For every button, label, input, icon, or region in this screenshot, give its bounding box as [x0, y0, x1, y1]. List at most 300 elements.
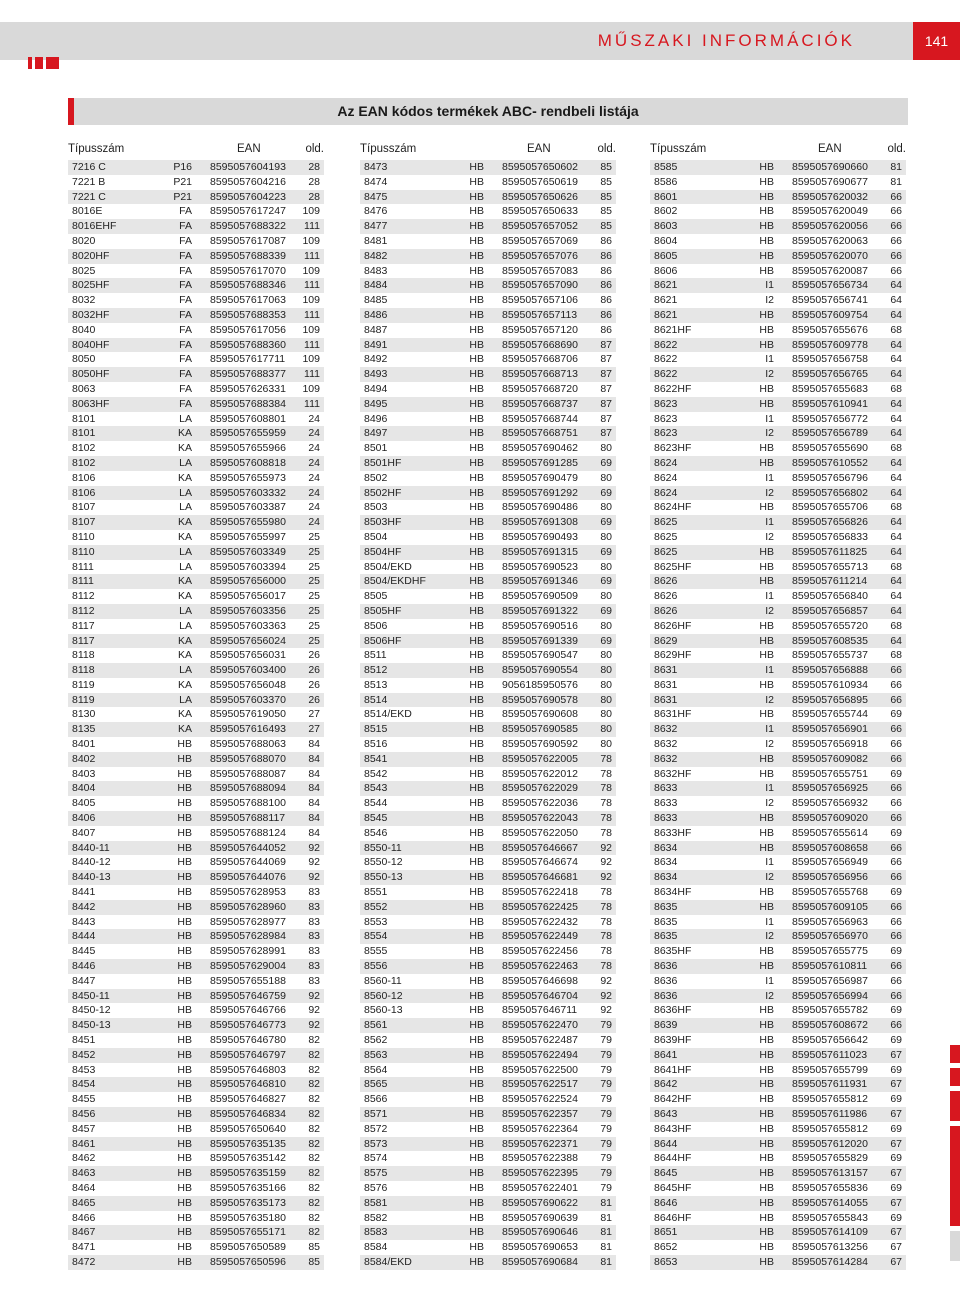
- ean-cell: 8595057646698: [502, 974, 578, 987]
- series-cell: HB: [469, 560, 484, 573]
- table-row: [360, 855, 616, 870]
- series-cell: HB: [177, 1093, 192, 1106]
- table-row: [68, 915, 324, 930]
- type-cell: 8560-11: [364, 974, 402, 987]
- page-cell: 64: [890, 427, 902, 440]
- series-cell: HB: [759, 960, 774, 973]
- table-row: [650, 530, 906, 545]
- page-cell: 25: [308, 575, 320, 588]
- series-cell: HB: [177, 900, 192, 913]
- ean-cell: 8595057609020: [792, 812, 868, 825]
- series-cell: HB: [469, 308, 484, 321]
- type-cell: 8631: [654, 693, 678, 706]
- series-cell: HB: [469, 1226, 484, 1239]
- type-cell: 8111: [72, 560, 94, 573]
- ean-cell: 8595057656741: [792, 294, 868, 307]
- type-cell: 8583: [364, 1226, 388, 1239]
- ean-cell: 8595057603394: [210, 560, 286, 573]
- ean-cell: 8595057690677: [792, 175, 868, 188]
- table-row: [650, 293, 906, 308]
- series-cell: HB: [469, 782, 484, 795]
- page-cell: 67: [890, 1226, 902, 1239]
- ean-cell: 8595057646797: [210, 1048, 286, 1061]
- type-cell: 8106: [72, 471, 96, 484]
- type-cell: 8111: [72, 575, 94, 588]
- page-cell: 69: [890, 1034, 902, 1047]
- type-cell: 7216 C: [72, 161, 106, 173]
- ean-cell: 8595057646773: [210, 1019, 286, 1032]
- series-cell: HB: [759, 886, 774, 899]
- series-cell: HB: [469, 604, 484, 617]
- series-cell: HB: [469, 708, 484, 721]
- page-cell: 79: [600, 1181, 612, 1194]
- table-row: [360, 974, 616, 989]
- ean-cell: 8595057620049: [792, 205, 868, 218]
- type-cell: 8639HF: [654, 1034, 692, 1047]
- table-row: [68, 456, 324, 471]
- series-cell: KA: [177, 530, 192, 543]
- table-row: [650, 560, 906, 575]
- ean-cell: 8595057668706: [502, 353, 578, 366]
- type-cell: 8119: [72, 678, 95, 691]
- series-cell: HB: [177, 841, 192, 854]
- series-cell: I2: [765, 604, 774, 617]
- table-row: [360, 530, 616, 545]
- table-row: [650, 885, 906, 900]
- series-cell: HB: [177, 1019, 192, 1032]
- type-cell: 8602: [654, 205, 678, 218]
- table-row: [360, 204, 616, 219]
- ean-cell: 8595057635166: [210, 1181, 286, 1194]
- type-cell: 8117: [72, 634, 95, 647]
- table-row: [68, 885, 324, 900]
- ean-cell: 8595057617070: [210, 264, 286, 277]
- type-cell: 8574: [364, 1152, 388, 1165]
- ean-cell: 8595057688070: [210, 752, 286, 765]
- table-row: [360, 1063, 616, 1078]
- page-cell: 69: [890, 767, 902, 780]
- ean-cell: 8595057656918: [792, 738, 868, 751]
- table-row: [68, 604, 324, 619]
- series-cell: HB: [469, 841, 484, 854]
- ean-cell: 8595057655744: [792, 708, 868, 721]
- type-cell: 8454: [72, 1078, 96, 1091]
- type-cell: 8462: [72, 1152, 96, 1165]
- series-cell: HB: [469, 1181, 484, 1194]
- series-cell: FA: [179, 264, 192, 277]
- table-row: [68, 752, 324, 767]
- type-cell: 8584/EKD: [364, 1255, 412, 1268]
- ean-cell: 8595057656895: [792, 693, 868, 706]
- series-cell: KA: [177, 723, 192, 736]
- table-row: [650, 959, 906, 974]
- series-cell: HB: [759, 1241, 774, 1254]
- type-cell: 8505HF: [364, 604, 402, 617]
- type-cell: 8405: [72, 797, 96, 810]
- ean-cell: 8595057657120: [502, 323, 578, 336]
- ean-cell: 8595057620056: [792, 220, 868, 233]
- page-cell: 87: [600, 382, 612, 395]
- ean-cell: 8595057611825: [792, 545, 868, 558]
- series-cell: HB: [469, 338, 484, 351]
- series-cell: I2: [765, 486, 774, 499]
- page-cell: 26: [308, 649, 320, 662]
- type-cell: 8493: [364, 368, 388, 381]
- table-row: [360, 841, 616, 856]
- series-cell: HB: [759, 338, 774, 351]
- page-cell: 69: [890, 1004, 902, 1017]
- ean-cell: 8595057646780: [210, 1034, 286, 1047]
- series-cell: HB: [759, 1122, 774, 1135]
- type-cell: 8636: [654, 974, 678, 987]
- table-row: [650, 1166, 906, 1181]
- ean-cell: 8595057690684: [502, 1255, 578, 1268]
- ean-cell: 8595057604193: [210, 161, 286, 173]
- ean-cell: 8595057655980: [210, 516, 286, 529]
- table-rows: [650, 160, 906, 1270]
- ean-cell: 8595057655843: [792, 1211, 868, 1224]
- series-cell: HB: [469, 826, 484, 839]
- ean-cell: 8595057646827: [210, 1093, 286, 1106]
- type-cell: 8646HF: [654, 1211, 692, 1224]
- page-cell: 86: [600, 294, 612, 307]
- table-row: [68, 249, 324, 264]
- ean-cell: 8595057688360: [210, 338, 286, 351]
- ean-cell: 8595057655614: [792, 826, 868, 839]
- ean-cell: 8595057608801: [210, 412, 286, 425]
- type-cell: 8551: [364, 886, 388, 899]
- table-row: [360, 1003, 616, 1018]
- page-cell: 84: [308, 738, 320, 751]
- page-cell: 87: [600, 338, 612, 351]
- page-cell: 80: [600, 708, 612, 721]
- ean-cell: 8595057622470: [502, 1019, 578, 1032]
- table-row: [68, 707, 324, 722]
- table-row: [360, 1255, 616, 1270]
- table-row: [360, 826, 616, 841]
- table-row: [68, 1107, 324, 1122]
- type-cell: 8457: [72, 1122, 96, 1135]
- table-row: [650, 264, 906, 279]
- ean-cell: 8595057656017: [210, 590, 286, 603]
- type-cell: 8506: [364, 619, 388, 632]
- type-cell: 8451: [72, 1034, 96, 1047]
- type-cell: 8606: [654, 264, 678, 277]
- page-cell: 64: [890, 308, 902, 321]
- ean-cell: 8595057626331: [210, 382, 286, 395]
- table-row: [360, 1122, 616, 1137]
- type-cell: 8450-11: [72, 989, 110, 1002]
- table-row: [360, 456, 616, 471]
- table-row: [68, 545, 324, 560]
- series-cell: HB: [759, 308, 774, 321]
- type-cell: 8550-12: [364, 856, 403, 869]
- type-cell: 8553: [364, 915, 388, 928]
- type-cell: 8050: [72, 353, 96, 366]
- table-row: [650, 678, 906, 693]
- type-cell: 8501: [364, 442, 388, 455]
- ean-cell: 8595057650633: [502, 205, 578, 218]
- series-cell: I2: [765, 427, 774, 440]
- series-cell: HB: [759, 1108, 774, 1120]
- page-cell: 64: [890, 530, 902, 543]
- type-cell: 8016E: [72, 205, 103, 218]
- ean-cell: 8595057646759: [210, 989, 286, 1002]
- type-cell: 8624: [654, 486, 678, 499]
- table-row: [360, 352, 616, 367]
- table-row: [68, 219, 324, 234]
- ean-cell: 8595057612020: [792, 1137, 868, 1150]
- ean-cell: 8595057650640: [210, 1122, 286, 1135]
- type-cell: 8450-12: [72, 1004, 111, 1017]
- page-cell: 69: [890, 1152, 902, 1165]
- table-row: [360, 219, 616, 234]
- ean-cell: 8595057656888: [792, 664, 868, 677]
- page-cell: 66: [890, 900, 902, 913]
- ean-cell: 8595057622449: [502, 930, 578, 943]
- table-row: [68, 870, 324, 885]
- ean-cell: 8595057646711: [502, 1004, 578, 1017]
- type-cell: 8644: [654, 1137, 678, 1150]
- ean-cell: 8595057603387: [210, 501, 286, 514]
- series-cell: FA: [179, 205, 192, 218]
- page-cell: 24: [308, 501, 320, 514]
- page-cell: 66: [890, 723, 902, 736]
- series-cell: HB: [469, 175, 484, 188]
- type-cell: 8634: [654, 841, 678, 854]
- table-row: [360, 767, 616, 782]
- table-row: [360, 915, 616, 930]
- ean-cell: 8595057691308: [502, 516, 578, 529]
- table-row: [68, 278, 324, 293]
- page-cell: 28: [308, 175, 320, 188]
- ean-cell: 8595057668737: [502, 397, 578, 410]
- type-cell: 8565: [364, 1078, 388, 1091]
- table-row: [68, 234, 324, 249]
- series-cell: HB: [469, 634, 484, 647]
- series-cell: HB: [469, 1167, 484, 1180]
- page-cell: 78: [600, 886, 612, 899]
- ean-cell: 8595057688322: [210, 220, 286, 233]
- series-cell: HB: [759, 841, 774, 854]
- series-cell: HB: [177, 1004, 192, 1017]
- ean-cell: 8595057690639: [502, 1211, 578, 1224]
- ean-cell: 8595057629004: [210, 960, 286, 973]
- page-cell: 82: [308, 1093, 320, 1106]
- page-cell: 83: [308, 900, 320, 913]
- ean-cell: 8595057690592: [502, 738, 578, 751]
- ean-cell: 8595057655676: [792, 323, 868, 336]
- table-row: [360, 574, 616, 589]
- table-row: [360, 1240, 616, 1255]
- page-cell: 24: [308, 486, 320, 499]
- ean-cell: 8595057688063: [210, 738, 286, 751]
- type-cell: 8020: [72, 234, 96, 247]
- table-row: [650, 175, 906, 190]
- ean-cell: 8595057617087: [210, 234, 286, 247]
- page-cell: 82: [308, 1034, 320, 1047]
- series-cell: FA: [179, 323, 192, 336]
- table-row: [68, 1211, 324, 1226]
- type-cell: 8502: [364, 471, 388, 484]
- series-cell: HB: [469, 693, 484, 706]
- series-cell: HB: [469, 856, 484, 869]
- series-cell: HB: [469, 264, 484, 277]
- series-cell: HB: [469, 486, 484, 499]
- series-cell: HB: [759, 501, 774, 514]
- page-cell: 87: [600, 353, 612, 366]
- table-row: [650, 1211, 906, 1226]
- series-cell: HB: [469, 530, 484, 543]
- type-cell: 8503HF: [364, 516, 402, 529]
- ean-cell: 8595057691339: [502, 634, 578, 647]
- ean-cell: 8595057655713: [792, 560, 868, 573]
- ean-cell: 8595057656789: [792, 427, 868, 440]
- table-row: [650, 841, 906, 856]
- type-cell: 8632: [654, 738, 678, 751]
- page-cell: 69: [890, 1093, 902, 1106]
- type-cell: 8560-12: [364, 989, 403, 1002]
- series-cell: HB: [469, 1004, 484, 1017]
- table-title-bar: [68, 98, 908, 125]
- type-cell: 8626: [654, 575, 678, 588]
- table-row: [360, 500, 616, 515]
- type-cell: 8514/EKD: [364, 708, 412, 721]
- series-cell: HB: [759, 1004, 774, 1017]
- type-cell: 8632HF: [654, 767, 692, 780]
- page-cell: 92: [308, 841, 320, 854]
- series-cell: HB: [759, 442, 774, 455]
- ean-cell: 8595057622487: [502, 1034, 578, 1047]
- ean-cell: 8595057668713: [502, 368, 578, 381]
- page-cell: 81: [600, 1241, 612, 1254]
- page-cell: 83: [308, 915, 320, 928]
- series-cell: HB: [469, 205, 484, 218]
- table-row: [650, 338, 906, 353]
- ean-cell: 8595057646803: [210, 1063, 286, 1076]
- series-cell: HB: [469, 353, 484, 366]
- page-cell: 28: [308, 161, 320, 173]
- table-row: [650, 397, 906, 412]
- ean-cell: 8595057604216: [210, 175, 286, 188]
- table-row: [650, 545, 906, 560]
- ean-cell: 8595057688339: [210, 249, 286, 262]
- type-cell: 8624HF: [654, 501, 692, 514]
- series-cell: HB: [177, 782, 192, 795]
- type-cell: 8631: [654, 664, 678, 677]
- type-cell: 8504/EKD: [364, 560, 412, 573]
- page-cell: 64: [890, 412, 902, 425]
- ean-cell: 8595057688124: [210, 826, 286, 839]
- ean-cell: 8595057646681: [502, 871, 578, 884]
- ean-cell: 8595057688384: [210, 397, 286, 410]
- table-row: [650, 515, 906, 530]
- table-row: [68, 619, 324, 634]
- table-row: [650, 826, 906, 841]
- page-cell: 78: [600, 960, 612, 973]
- header-page: old.: [305, 143, 324, 155]
- series-cell: HB: [469, 323, 484, 336]
- type-cell: 8622: [654, 338, 678, 351]
- ean-cell: 8595057622432: [502, 915, 578, 928]
- table-row: [360, 1196, 616, 1211]
- header-type: Típusszám: [360, 143, 417, 155]
- table-row: [650, 1003, 906, 1018]
- series-cell: LA: [179, 456, 192, 469]
- ean-cell: 8595057690622: [502, 1196, 578, 1209]
- series-cell: FA: [179, 397, 192, 410]
- column-header: [360, 140, 616, 158]
- table-row: [68, 441, 324, 456]
- type-cell: 8016EHF: [72, 220, 117, 233]
- page-cell: 81: [890, 175, 902, 188]
- ean-cell: 8595057656024: [210, 634, 286, 647]
- series-cell: HB: [759, 1048, 774, 1061]
- decor-mark: [28, 57, 32, 69]
- series-cell: HB: [469, 900, 484, 913]
- page-cell: 80: [600, 442, 612, 455]
- table-row: [650, 1255, 906, 1270]
- series-cell: FA: [179, 353, 192, 366]
- page-cell: 109: [302, 294, 320, 307]
- series-cell: HB: [469, 767, 484, 780]
- page-cell: 26: [308, 678, 320, 691]
- page-cell: 64: [890, 338, 902, 351]
- ean-cell: 8595057688353: [210, 308, 286, 321]
- page-cell: 111: [304, 368, 320, 381]
- type-cell: 8585: [654, 161, 678, 173]
- series-cell: HB: [759, 1137, 774, 1150]
- ean-cell: 8595057656840: [792, 590, 868, 603]
- ean-cell: 8595057656970: [792, 930, 868, 943]
- table-row: [650, 308, 906, 323]
- table-row: [650, 1240, 906, 1255]
- page-cell: 66: [890, 738, 902, 751]
- ean-cell: 8595057690660: [792, 161, 868, 173]
- page-cell: 82: [308, 1137, 320, 1150]
- type-cell: 8504/EKDHF: [364, 575, 426, 588]
- ean-cell: 8595057609105: [792, 900, 868, 913]
- type-cell: 8625HF: [654, 560, 692, 573]
- table-row: [360, 1077, 616, 1092]
- table-rows: [360, 160, 616, 1270]
- page-cell: 85: [600, 175, 612, 188]
- page-cell: 68: [890, 501, 902, 514]
- page-cell: 82: [308, 1152, 320, 1165]
- page-cell: 82: [308, 1196, 320, 1209]
- series-cell: HB: [759, 220, 774, 233]
- ean-cell: 8595057614109: [792, 1226, 868, 1239]
- table-row: [650, 412, 906, 427]
- type-cell: 8106: [72, 486, 96, 499]
- table-row: [650, 915, 906, 930]
- type-cell: 8110: [72, 530, 95, 543]
- page-cell: 64: [890, 397, 902, 410]
- page-cell: 69: [600, 516, 612, 529]
- ean-cell: 8595057644076: [210, 871, 286, 884]
- type-cell: 8624: [654, 456, 678, 469]
- page-cell: 78: [600, 797, 612, 810]
- table-row: [68, 1033, 324, 1048]
- series-cell: HB: [177, 1034, 192, 1047]
- table-row: [68, 989, 324, 1004]
- type-cell: 8634HF: [654, 886, 692, 899]
- series-cell: HB: [177, 1181, 192, 1194]
- ean-cell: 8595057668690: [502, 338, 578, 351]
- series-cell: HB: [759, 234, 774, 247]
- series-cell: I1: [765, 974, 774, 987]
- type-cell: 8487: [364, 323, 388, 336]
